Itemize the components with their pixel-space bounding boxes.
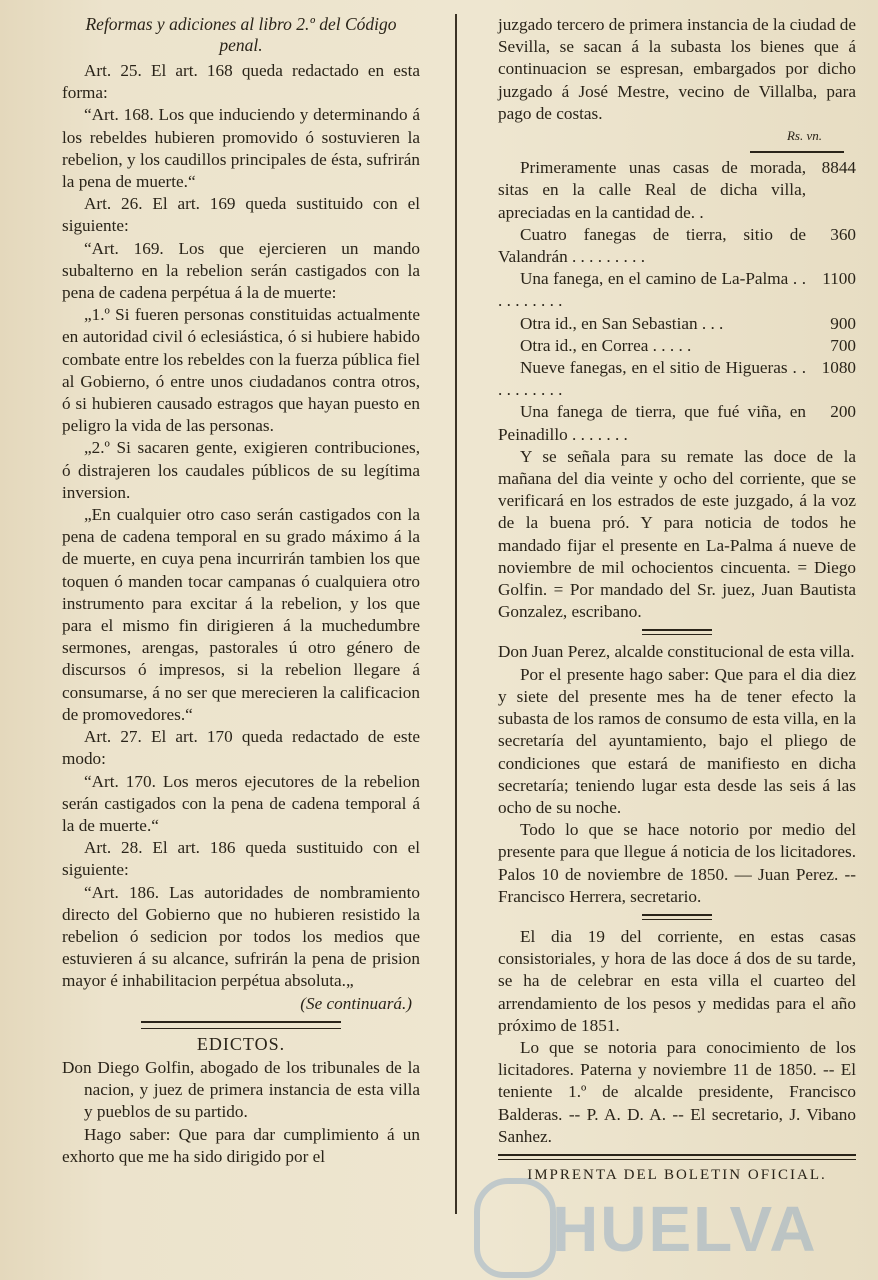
item-label: Una fanega de tierra, que fué viña, en Peinadillo . . . . . . . bbox=[498, 402, 806, 444]
paragraph: „En cualquier otro caso serán castigados con la pena de cadena temporal en su grado máximo á la de muerte, en cuya pena incurrirán tambien los que toquen ó manden tocar campanas ó cualquiera otro instrumento para excitar á la rebelion, y los que para el mismo fin dirigieren á la muchedumbre sermones, arengas, pastorales ú otro género de discursos ó impresos, si la rebelion llegare á consumarse, á no ser que merecieren la calificacion de promovedores.“ bbox=[62, 505, 420, 724]
paragraph: „2.º Si sacaren gente, exigieren contribuciones, ó distrajeren los caudales públicos de su legítima inversion. bbox=[62, 438, 420, 502]
list-item bbox=[498, 357, 856, 401]
paterna-text: El dia 19 del corriente, en estas casas consistoriales, y hora de las doce á dos de su tarde, se ha de celebrar en esta villa el cuarteo del arrendamiento de los pesos y medidas para el año próximo de 1851. bbox=[498, 926, 856, 1035]
list-item bbox=[498, 157, 856, 224]
section-title: Reformas y adiciones al libro 2.º del Código penal. bbox=[85, 14, 397, 55]
imprenta-footer: IMPRENTA DEL BOLETIN OFICIAL. bbox=[527, 1166, 827, 1183]
perez-text: Por el presente hago saber: Que para el dia diez y siete del presente mes ha de tener efecto la subasta de los ramos de consumo de esta villa, en la secretaría del ayuntamiento, bajo el pliego de condiciones que estará de manifiesto en dicha secretaría; teniendo lugar esta desde las seis á las ocho de su noche. bbox=[498, 664, 856, 817]
paragraph: “Art. 168. Los que induciendo y determinando á los rebeldes hubieren promovido ó sostuvieren la rebelion, y los caudillos principales de ésta, sufrirán la pena de muerte.“ bbox=[62, 105, 420, 192]
section-divider bbox=[642, 914, 712, 920]
item-label: Primeramente unas casas de morada, sitas en la calle Real de dicha villa, apreciadas en la cantidad de. . bbox=[498, 158, 806, 222]
item-label: Otra id., en Correa . . . . . bbox=[520, 335, 692, 355]
archive-watermark bbox=[470, 1172, 818, 1272]
watermark-text: HUELVA bbox=[552, 1193, 818, 1265]
edicto-continuation: juzgado tercero de primera instancia de la ciudad de Sevilla, se sacan á la subasta los bienes que á continuacion se espresan, embargados por dicho juzgado á José Mestre, vecino de Villalba, para pago de costas. bbox=[498, 15, 856, 123]
left-column bbox=[62, 14, 420, 1168]
paragraph: “Art. 170. Los meros ejecutores de la rebelion serán castigados con la pena de cadena temporal á la de muerte.“ bbox=[62, 771, 420, 835]
item-value: 700 bbox=[830, 335, 856, 355]
perez-intro: Don Juan Perez, alcalde constitucional de esta villa. bbox=[498, 642, 855, 662]
column-divider bbox=[455, 14, 457, 1214]
item-label: Una fanega, en el camino de La-Palma . . . . . . . . . . bbox=[498, 269, 806, 311]
item-value: 200 bbox=[830, 402, 856, 422]
paragraph: Art. 27. El art. 170 queda redactado de este modo: bbox=[62, 727, 420, 769]
item-value: 8844 bbox=[821, 158, 856, 178]
list-item bbox=[498, 268, 856, 312]
list-item bbox=[498, 224, 856, 268]
edicto-intro: Don Diego Golfin, abogado de los tribunales de la nacion, y juez de primera instancia de esta villa y pueblos de su partido. bbox=[62, 1057, 420, 1122]
remate-text: Y se señala para su remate las doce de la mañana del dia veinte y ocho del corriente, que se verificará en los estrados de este juzgado, á la voz de la buena pró. Y para noticia de todos he mandado fijar el presente en La-Palma á nueve de noviembre de mil ochocientos cincuenta. = Diego Golfin. = Por mandado del Sr. juez, Juan Bautista Gonzalez, escribano. bbox=[498, 446, 856, 622]
item-label: Otra id., en San Sebastian . . . bbox=[520, 313, 724, 333]
currency-rule bbox=[750, 151, 844, 153]
paragraph: Art. 25. El art. 168 queda redactado en esta forma: bbox=[62, 61, 420, 103]
list-item bbox=[498, 335, 856, 357]
item-label: Cuatro fanegas de tierra, sitio de Valandrán . . . . . . . . . bbox=[498, 224, 806, 267]
continued-note: (Se continuará.) bbox=[300, 993, 412, 1013]
edicto-text: Hago saber: Que para dar cumplimiento á un exhorto que me ha sido dirigido por el bbox=[62, 1124, 420, 1166]
section-divider bbox=[642, 629, 712, 635]
paragraph: Art. 26. El art. 169 queda sustituido con el siguiente: bbox=[62, 194, 420, 236]
item-value: 1100 bbox=[822, 269, 856, 289]
seal-icon bbox=[474, 1178, 556, 1278]
item-value: 360 bbox=[830, 224, 856, 244]
item-label: Nueve fanegas, en el sitio de Higueras . . . . . . . . . . bbox=[498, 358, 806, 400]
paterna-text: Lo que se notoria para conocimiento de los licitadores. Paterna y noviembre 11 de 1850. -- El teniente 1.º de alcalde presidente, Francisco Balderas. -- P. A. D. A. -- El secretario, J. Vibano Sanhez. bbox=[498, 1037, 856, 1146]
footer-rule bbox=[498, 1154, 856, 1160]
item-value: 1080 bbox=[821, 358, 856, 378]
paragraph: “Art. 186. Las autoridades de nombramiento directo del Gobierno que no hubieren resistido la rebelion ó sedicion por todos los medios que estuvieren á su alcance, sufrirán la pena de prision mayor é inhabilitacion perpétua absoluta.„ bbox=[62, 882, 420, 991]
paragraph: „1.º Si fueren personas constituidas actualmente en autoridad civil ó eclesiástica, ó si hubiere habido combate entre los rebeldes con la fuerza pública fiel al Gobierno, ó entre unos ciudadanos contra otros, ó si hubieren causado estragos que hayan puesto en peligro la vida de las personas. bbox=[62, 305, 420, 436]
section-divider bbox=[141, 1021, 341, 1029]
right-column bbox=[498, 14, 856, 1186]
perez-text: Todo lo que se hace notorio por medio del presente para que llegue á noticia de los licitadores. Palos 10 de noviembre de 1850. — Juan Perez. -- Francisco Herrera, secretario. bbox=[498, 820, 856, 906]
list-item bbox=[498, 401, 856, 445]
edictos-heading: EDICTOS. bbox=[196, 1033, 286, 1054]
currency-label: Rs. vn. bbox=[786, 128, 822, 144]
paragraph: “Art. 169. Los que ejercieren un mando subalterno en la rebelion serán castigados con la pena de cadena perpétua á la de muerte: bbox=[62, 238, 420, 303]
list-item bbox=[498, 313, 856, 335]
paragraph: Art. 28. El art. 186 queda sustituido con el siguiente: bbox=[62, 838, 420, 880]
item-value: 900 bbox=[830, 313, 856, 333]
